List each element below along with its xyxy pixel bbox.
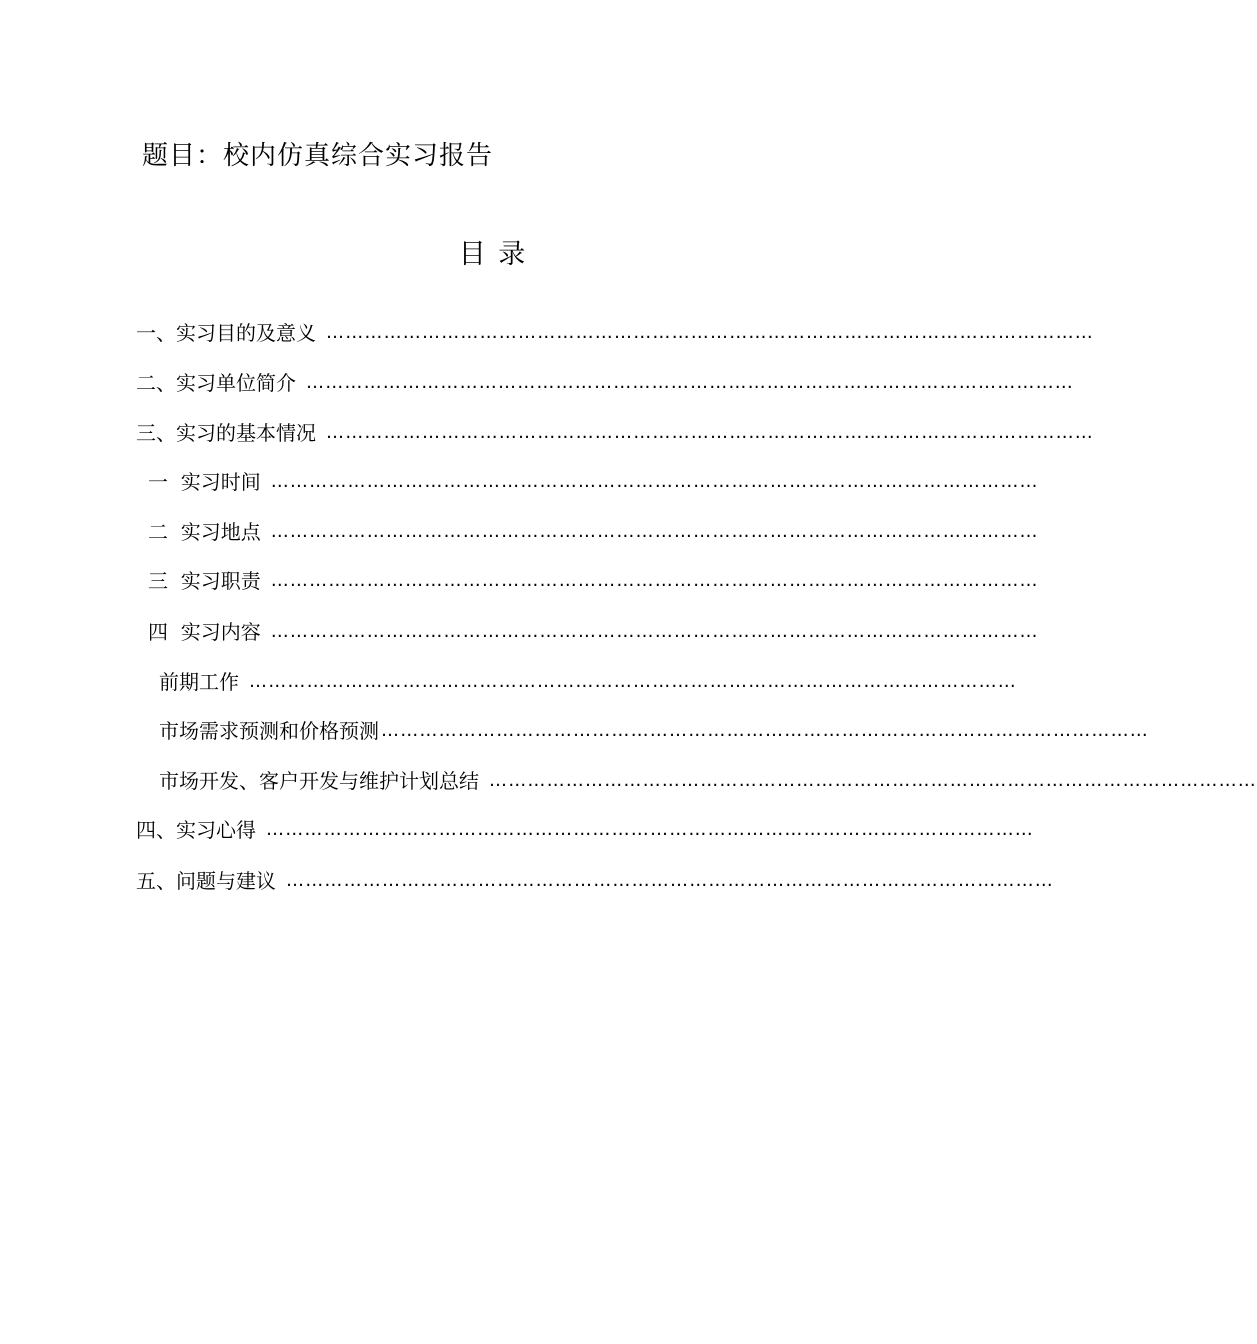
- toc-entry-label: 四、实习心得: [136, 818, 256, 842]
- toc-dot-leader: …………………………………………………………………………………………………………: [286, 870, 1054, 891]
- toc-entry-basic-situation: [136, 418, 1094, 448]
- toc-dot-leader: …………………………………………………………………………………………………………: [489, 770, 1257, 791]
- toc-dot-leader: …………………………………………………………………………………………………………: [326, 322, 1094, 343]
- toc-entry-demand-forecast: [159, 716, 1149, 746]
- toc-entry-content: [148, 617, 1039, 647]
- toc-dot-leader: …………………………………………………………………………………………………………: [270, 471, 1039, 492]
- toc-entry-label: 一、实习目的及意义: [136, 321, 316, 345]
- toc-entry-label: 三、实习的基本情况: [136, 421, 316, 445]
- toc-entry-label: 二 实习地点: [148, 520, 261, 544]
- toc-entry-label: 三 实习职责: [148, 569, 261, 593]
- toc-entry-label: 前期工作: [159, 670, 239, 694]
- toc-entry-label: 二、实习单位简介: [136, 371, 296, 395]
- toc-entry-purpose: [136, 318, 1094, 348]
- toc-dot-leader: …………………………………………………………………………………………………………: [270, 570, 1039, 591]
- toc-entry-experience: [136, 815, 1034, 845]
- toc-dot-leader: …………………………………………………………………………………………………………: [270, 521, 1039, 542]
- toc-entry-location: [148, 517, 1039, 547]
- toc-dot-leader: …………………………………………………………………………………………………………: [306, 372, 1074, 393]
- toc-entry-label: 一 实习时间: [148, 470, 261, 494]
- toc-entry-suggestions: [136, 866, 1054, 896]
- toc-dot-leader: …………………………………………………………………………………………………………: [270, 621, 1039, 642]
- toc-entry-preliminary-work: [159, 667, 1017, 697]
- toc-entry-market-development: [159, 766, 1257, 796]
- toc-dot-leader: …………………………………………………………………………………………………………: [266, 819, 1034, 840]
- toc-dot-leader: …………………………………………………………………………………………………………: [249, 671, 1017, 692]
- toc-entry-label: 四 实习内容: [148, 620, 261, 644]
- toc-entry-label: 五、问题与建议: [136, 869, 276, 893]
- toc-entry-duties: [148, 566, 1039, 596]
- toc-entry-label: 市场需求预测和价格预测: [159, 719, 379, 743]
- toc-entry-label: 市场开发、客户开发与维护计划总结: [159, 769, 479, 793]
- toc-heading: 目 录: [458, 239, 528, 270]
- toc-entry-time: [148, 467, 1039, 497]
- toc-dot-leader: …………………………………………………………………………………………………………: [381, 720, 1149, 741]
- toc-dot-leader: …………………………………………………………………………………………………………: [326, 422, 1094, 443]
- toc-entry-unit-intro: [136, 368, 1074, 398]
- document-title: 题目：校内仿真综合实习报告: [142, 141, 494, 171]
